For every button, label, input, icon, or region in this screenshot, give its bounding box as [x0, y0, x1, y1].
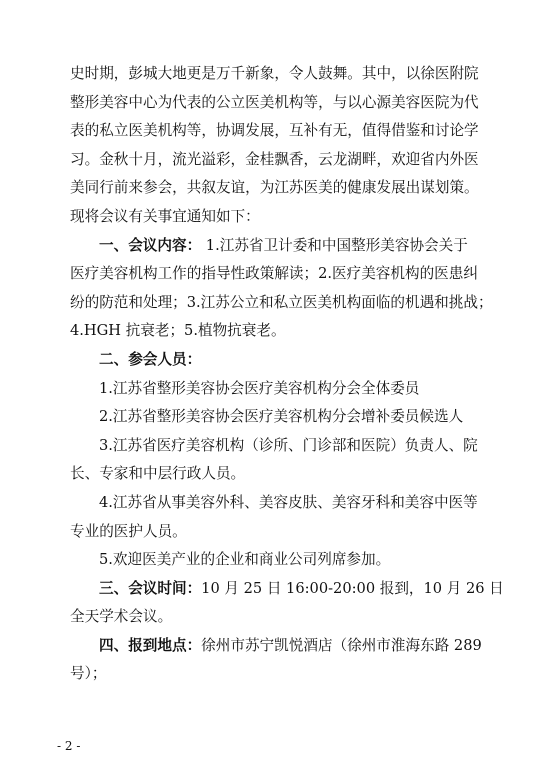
section-heading: 二、参会人员：	[99, 350, 202, 368]
body-line: 史时期，彭城大地更是万千新象，令人鼓舞。其中，以徐医附院	[70, 65, 479, 82]
body-line: 纷的防范和处理；3.江苏公立和私立医美机构面临的机遇和挑战；	[70, 293, 493, 311]
section-meeting-time	[70, 575, 505, 604]
page-number: - 2 -	[57, 739, 81, 753]
section-text: 10 月 25 日 16:00-20:00 报到，10 月 26 日	[201, 579, 504, 597]
body-line: 现将会议有关事宜通知如下：	[70, 207, 260, 225]
list-item: 2.江苏省整形美容协会医疗美容机构分会增补委员候选人	[99, 408, 464, 426]
body-line: 号）；	[70, 665, 107, 683]
list-item: 5.欢迎医美产业的企业和商业公司列席参加。	[99, 551, 391, 569]
section-meeting-content	[70, 232, 505, 261]
section-text: 1.江苏省卫计委和中国整形美容协会关于	[201, 236, 468, 254]
section-attendees	[70, 346, 505, 375]
section-text: 徐州市苏宁凯悦酒店（徐州市淮海东路 289	[201, 636, 482, 654]
list-item: 3.江苏省医疗美容机构（诊所、门诊部和医院）负责人、院	[99, 436, 478, 454]
body-line: 4.HGH 抗衰老；5.植物抗衰老。	[70, 322, 286, 340]
body-line: 美同行前来参会，共叙友谊，为江苏医美的健康发展出谋划策。	[70, 179, 479, 197]
body-line: 全天学术会议。	[70, 608, 173, 626]
body-line: 表的私立医美机构等，协调发展，互补有无，值得借鉴和讨论学	[70, 122, 479, 140]
section-heading: 三、会议时间：	[99, 579, 202, 597]
body-line: 整形美容中心为代表的公立医美机构等，与以心源美容医院为代	[70, 93, 479, 111]
section-heading: 一、会议内容：	[99, 236, 202, 254]
body-line: 医疗美容机构工作的指导性政策解读；2.医疗美容机构的医患纠	[70, 265, 478, 283]
list-item: 4.江苏省从事美容外科、美容皮肤、美容牙科和美容中医等	[99, 493, 478, 511]
section-venue	[70, 632, 505, 661]
list-item: 1.江苏省整形美容协会医疗美容机构分会全体委员	[99, 379, 420, 397]
list-item-continuation: 长、专家和中层行政人员。	[70, 465, 246, 483]
section-heading: 四、报到地点：	[99, 636, 202, 654]
body-line: 习。金秋十月，流光溢彩，金桂飘香，云龙湖畔，欢迎省内外医	[70, 150, 479, 168]
list-item-continuation: 专业的医护人员。	[70, 522, 187, 540]
